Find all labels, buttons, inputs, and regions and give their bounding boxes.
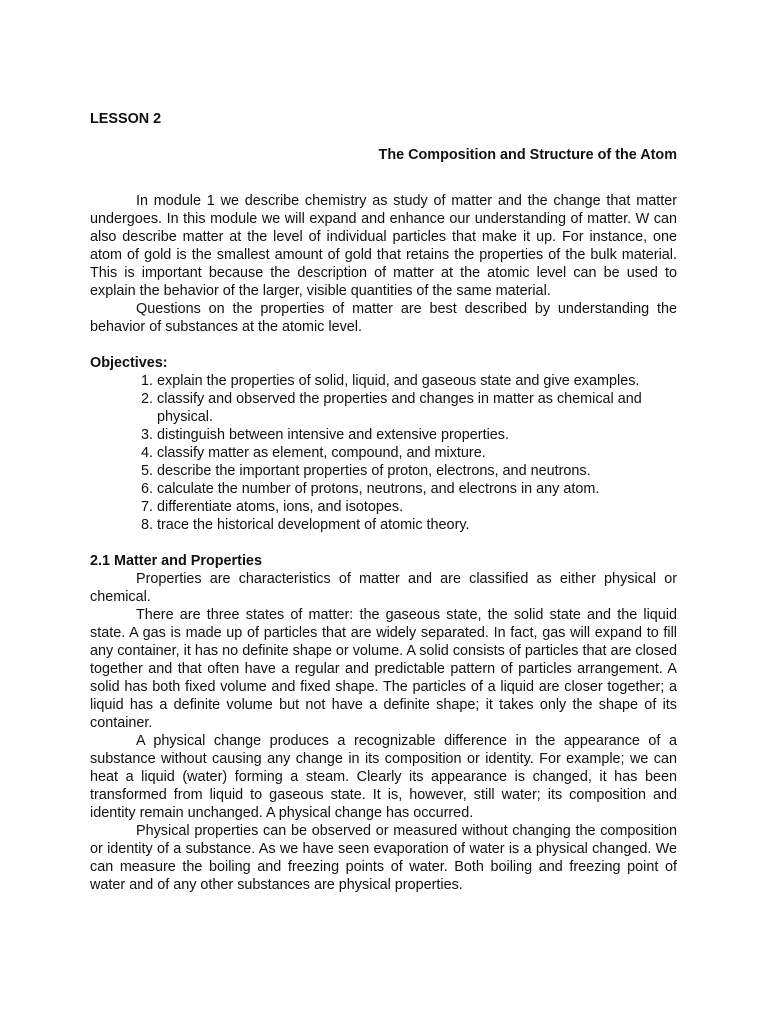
- intro-paragraph: Questions on the properties of matter are best described by understanding the behavior of substances at the atomic level.: [90, 301, 677, 335]
- objective-number: 6.: [140, 481, 153, 497]
- lesson-label: LESSON 2: [90, 111, 162, 127]
- objective-number: 1.: [140, 373, 153, 389]
- objective-item: [140, 444, 677, 462]
- objectives-list: [90, 372, 677, 534]
- objectives-heading: Objectives:: [90, 355, 168, 371]
- objective-text: distinguish between intensive and extensive properties.: [157, 427, 509, 443]
- section-body: [90, 570, 677, 894]
- objective-item: [140, 372, 677, 390]
- section-paragraph: There are three states of matter: the gaseous state, the solid state and the liquid state. A gas is made up of particles that are widely separated. In fact, gas will expand to fill any container, it has no definite shape or volume. A solid consists of particles that are closed together and that often have a regular and predictable pattern of particles arrangement. A solid has both fixed volume and fixed shape. The particles of a liquid are closer together; a liquid has a definite volume but not have a definite shape; it takes only the shape of its container.: [90, 607, 677, 731]
- objective-item: [140, 516, 677, 534]
- document-title: The Composition and Structure of the Atom: [378, 147, 677, 163]
- section-paragraph: Physical properties can be observed or measured without changing the composition or identity of a substance. As we have seen evaporation of water is a physical changed. We can measure the boiling and freezing points of water. Both boiling and freezing point of water and of any other substances are physical properties.: [90, 823, 677, 893]
- objective-text: classify matter as element, compound, and mixture.: [157, 445, 486, 461]
- objective-item: [140, 462, 677, 480]
- objective-number: 7.: [140, 499, 153, 515]
- objective-text: differentiate atoms, ions, and isotopes.: [157, 499, 404, 515]
- document-page: [90, 110, 677, 894]
- objective-text: classify and observed the properties and changes in matter as chemical and physical.: [157, 391, 642, 425]
- objective-text: explain the properties of solid, liquid, and gaseous state and give examples.: [157, 373, 640, 389]
- objective-number: 3.: [140, 427, 153, 443]
- objective-number: 2.: [140, 391, 153, 407]
- objective-text: trace the historical development of atomic theory.: [157, 517, 470, 533]
- objective-number: 5.: [140, 463, 153, 479]
- objective-number: 4.: [140, 445, 153, 461]
- objective-item: [140, 498, 677, 516]
- objective-number: 8.: [140, 517, 153, 533]
- intro-paragraph: In module 1 we describe chemistry as study of matter and the change that matter undergoes. In this module we will expand and enhance our understanding of matter. W can also describe matter at the level of individual particles that make it up. For instance, one atom of gold is the smallest amount of gold that retains the properties of the bulk material. This is important because the description of matter at the atomic level can be used to explain the behavior of the larger, visible quantities of the same material.: [90, 193, 677, 299]
- objective-item: [140, 390, 677, 426]
- objective-item: [140, 480, 677, 498]
- objective-text: describe the important properties of proton, electrons, and neutrons.: [157, 463, 591, 479]
- section-paragraph: Properties are characteristics of matter and are classified as either physical or chemical.: [90, 571, 677, 605]
- objective-item: [140, 426, 677, 444]
- objective-text: calculate the number of protons, neutrons, and electrons in any atom.: [157, 481, 600, 497]
- section-paragraph: A physical change produces a recognizable difference in the appearance of a substance without causing any change in its composition or identity. For example; we can heat a liquid (water) forming a steam. Clearly its appearance is changed, it has been transformed from liquid to gaseous state. It is, however, still water; its composition and identity remain unchanged. A physical change has occurred.: [90, 733, 677, 821]
- intro-section: [90, 192, 677, 336]
- section-heading: 2.1 Matter and Properties: [90, 553, 262, 569]
